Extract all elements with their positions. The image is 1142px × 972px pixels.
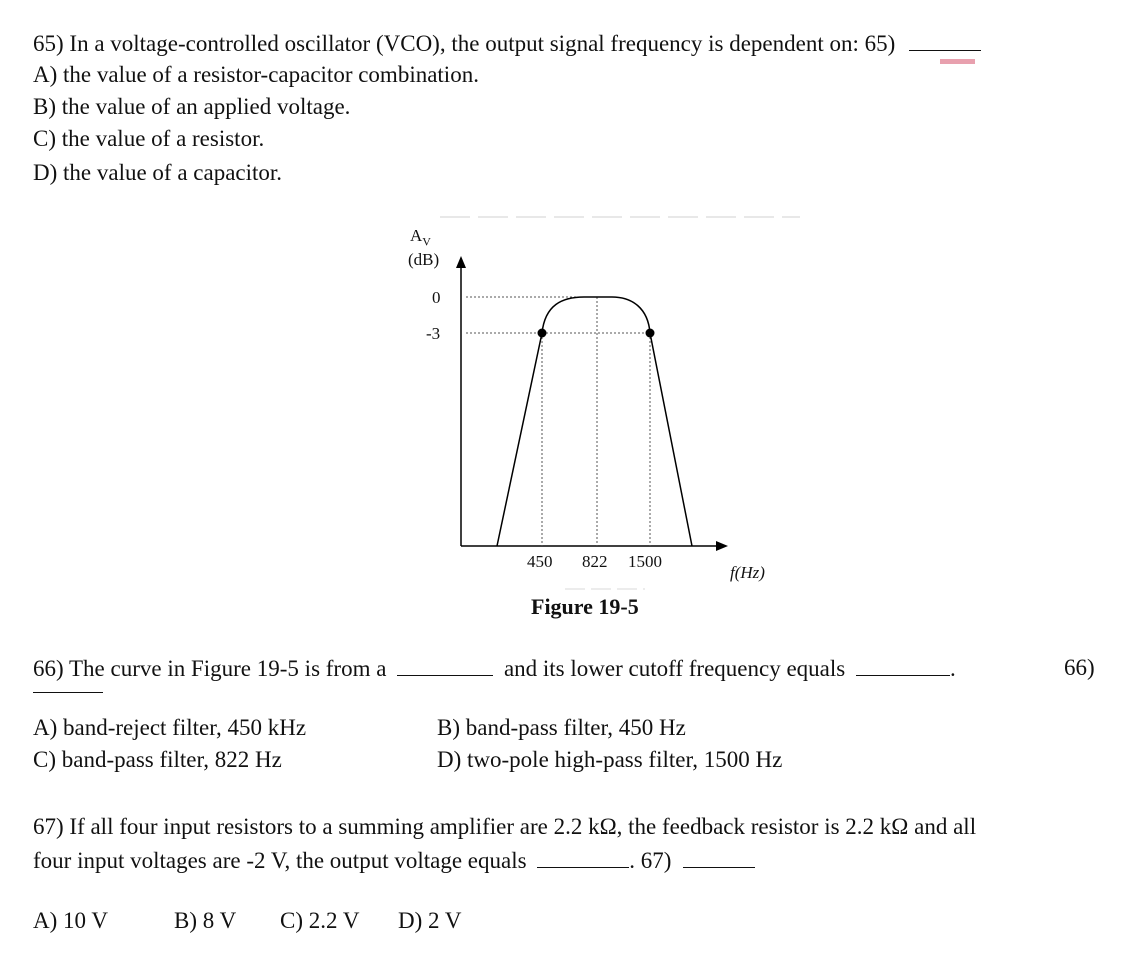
q66-option-a[interactable]: A) band-reject filter, 450 kHz <box>33 715 307 740</box>
y-tick-label-minus3: -3 <box>426 324 441 343</box>
y-tick-label-0: 0 <box>432 288 441 307</box>
upper-cutoff-point <box>646 329 655 338</box>
y-axis-arrow <box>456 256 466 268</box>
x-axis-arrow <box>716 541 728 551</box>
q67-option-c[interactable]: C) 2.2 V <box>280 908 360 933</box>
lower-cutoff-point <box>538 329 547 338</box>
q65-option-d[interactable]: D) the value of a capacitor. <box>33 160 283 185</box>
figure-caption: Figure 19-5 <box>531 594 639 619</box>
q67-blank-1[interactable] <box>537 845 629 868</box>
response-curve <box>497 297 692 546</box>
x-tick-label-822: 822 <box>582 552 608 571</box>
q66-blank-2[interactable] <box>856 653 950 676</box>
q66-blank-1[interactable] <box>397 653 493 676</box>
q66-number: 66) <box>1064 655 1095 680</box>
q65-option-c[interactable]: C) the value of a resistor. <box>33 126 265 151</box>
q65-option-a[interactable]: A) the value of a resistor-capacitor combination. <box>33 62 479 87</box>
q66-stem-line <box>33 653 956 684</box>
x-axis-label: f(Hz) <box>730 563 765 582</box>
q66-stem-part2: and its lower cutoff frequency equals <box>503 656 846 681</box>
x-tick-label-1500: 1500 <box>628 552 662 571</box>
q67-option-a[interactable]: A) 10 V <box>33 908 108 933</box>
q67-option-d[interactable]: D) 2 V <box>398 908 462 933</box>
q66-stem-part1: 66) The curve in Figure 19-5 is from a <box>33 656 387 681</box>
y-axis-label-av: $A_V$ <box>410 226 431 249</box>
q67-option-b[interactable]: B) 8 V <box>174 908 237 933</box>
q66-answer-blank[interactable] <box>33 692 103 693</box>
y-axis-label-unit: (dB) <box>408 250 440 269</box>
q67-stem-line1: 67) If all four input resistors to a summing amplifier are 2.2 kΩ, the feedback resistor is 2.2 kΩ and all <box>33 814 977 839</box>
q66-option-b[interactable]: B) band-pass filter, 450 Hz <box>437 715 686 740</box>
q65-stem: 65) In a voltage-controlled oscillator (VCO), the output signal frequency is dependent on: 65) <box>33 31 896 56</box>
q67-number: . 67) <box>629 848 672 873</box>
q66-period: . <box>949 656 956 681</box>
q67-stem-line2 <box>33 845 755 876</box>
q67-stem-part-a: four input voltages are -2 V, the output voltage equals <box>33 848 527 873</box>
q67-answer-blank[interactable] <box>683 845 755 868</box>
q65-option-b[interactable]: B) the value of an applied voltage. <box>33 94 351 119</box>
x-tick-label-450: 450 <box>527 552 553 571</box>
q66-option-d[interactable]: D) two-pole high-pass filter, 1500 Hz <box>437 747 783 772</box>
q66-option-c[interactable]: C) band-pass filter, 822 Hz <box>33 747 282 772</box>
